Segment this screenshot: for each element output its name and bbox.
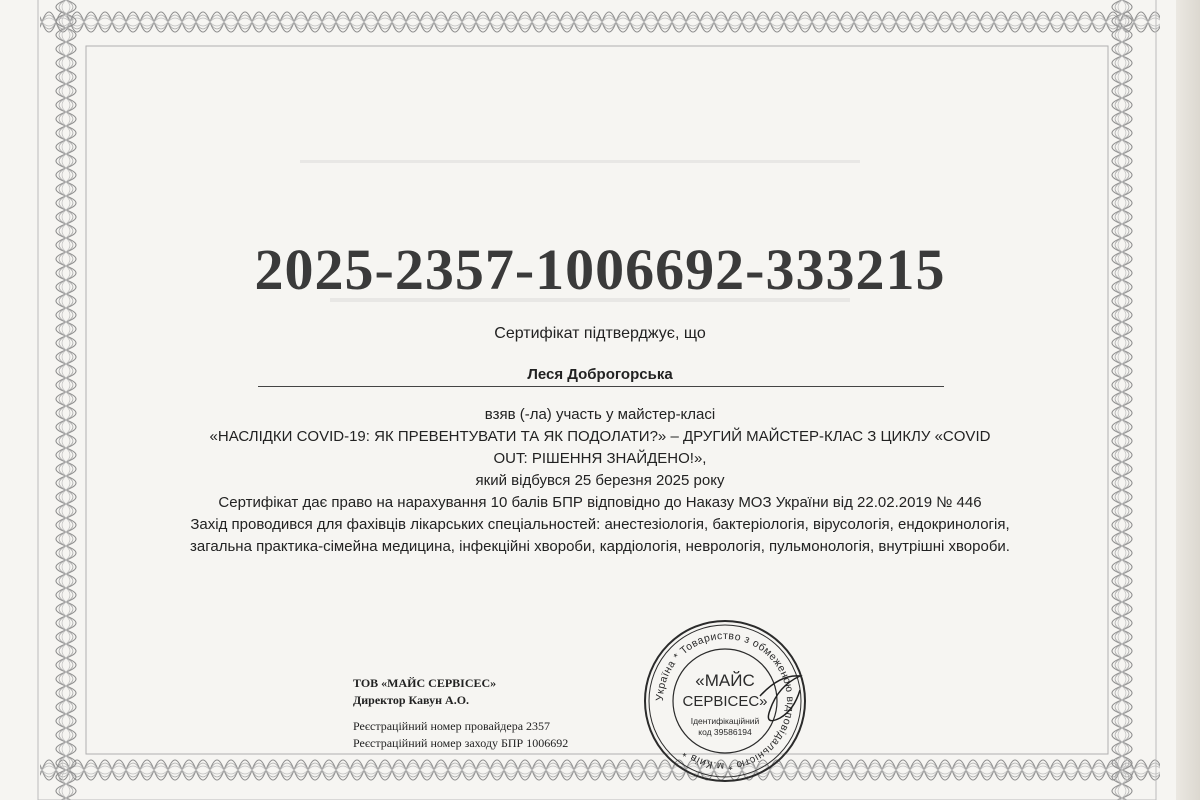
specialties-line2: загальна практика-сімейна медицина, інфекційні хвороби, кардіологія, неврологія, пульмонологія, внутрішні хвороби. bbox=[190, 538, 1010, 555]
points-text: Сертифікат дає право на нарахування 10 балів БПР відповідно до Наказу МОЗ України від 22.02.2019 № 446 bbox=[218, 494, 982, 511]
ghost-mark bbox=[300, 160, 860, 177]
event-title-line2: OUT: РІШЕННЯ ЗНАЙДЕНО!», bbox=[493, 450, 707, 467]
name-underline bbox=[258, 386, 944, 387]
organization-name: ТОВ «МАЙС СЕРВІСЕС» bbox=[353, 676, 497, 690]
specialties-line1: Захід проводився для фахівців лікарських спеціальностей: анестезіологія, бактеріологія, вірусологія, ендокринологія, bbox=[190, 516, 1010, 533]
event-reg-number: Реєстраційний номер заходу БПР 1006692 bbox=[353, 736, 569, 750]
registration-block bbox=[353, 718, 568, 752]
event-title-line1: «НАСЛІДКИ COVID-19: ЯК ПРЕВЕНТУВАТИ ТА ЯК ПОДОЛАТИ?» – ДРУГИЙ МАЙСТЕР-КЛАС З ЦИКЛУ «COVID bbox=[209, 428, 991, 445]
organization-block bbox=[353, 675, 496, 709]
stamp-id-label: Ідентифікаційний bbox=[690, 716, 760, 726]
confirms-text: Сертифікат підтверджує, що bbox=[494, 325, 706, 342]
provider-reg-number: Реєстраційний номер провайдера 2357 bbox=[353, 719, 551, 733]
stamp-company-line2: СЕРВІСЕС» bbox=[682, 693, 768, 710]
stamp-company-line1: «МАЙС bbox=[695, 671, 755, 690]
stamp-ring-text: Україна * Товариство з обмеженою відповідальністю * м.Київ * bbox=[653, 629, 797, 773]
stamp-id-code: код 39586194 bbox=[698, 727, 752, 737]
certificate-number: 2025-2357-1006692-333215 bbox=[254, 237, 946, 302]
event-date: який відбувся 25 березня 2025 року bbox=[475, 472, 725, 489]
director-name: Директор Кавун А.О. bbox=[353, 693, 470, 707]
recipient-name: Леся Доброгорська bbox=[527, 366, 673, 383]
participation-text: взяв (-ла) участь у майстер-класі bbox=[484, 406, 716, 423]
company-stamp bbox=[640, 616, 810, 786]
certificate-body bbox=[120, 404, 1080, 558]
